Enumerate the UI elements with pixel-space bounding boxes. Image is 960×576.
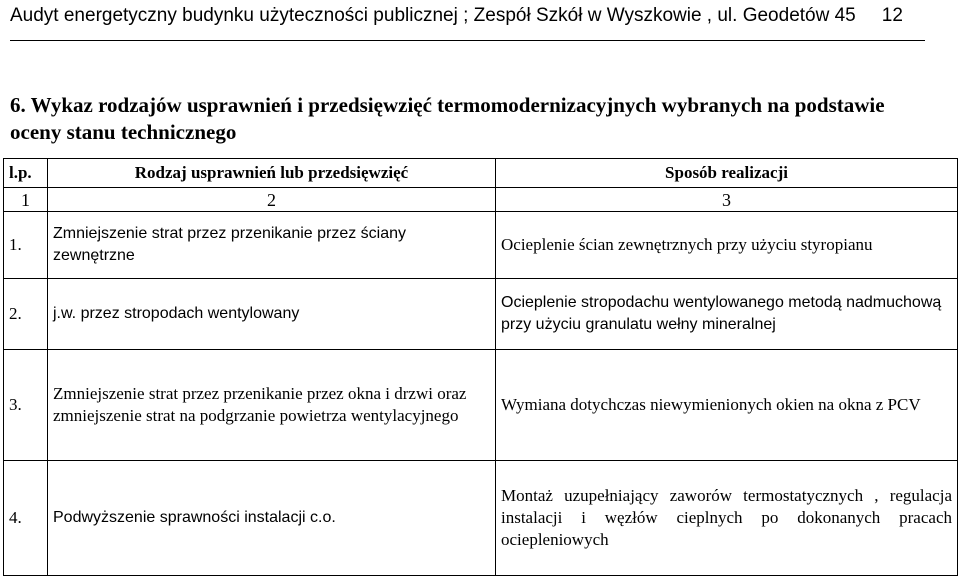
section-title: 6. Wykaz rodzajów usprawnień i przedsięwzięć termomodernizacyjnych wybranych na podstawie oceny stanu technicznego (10, 93, 885, 144)
column-number: 1 (4, 188, 48, 212)
column-number: 3 (496, 188, 958, 212)
row-type: Podwyższenie sprawności instalacji c.o. (48, 461, 496, 576)
page-header (10, 4, 925, 41)
row-lp: 3. (4, 350, 48, 461)
table-header-row (4, 159, 958, 188)
row-method: Wymiana dotychczas niewymienionych okien na okna z PCV (496, 350, 958, 461)
row-method: Ocieplenie stropodachu wentylowanego metodą nadmuchową przy użyciu granulatu wełny mineralnej (496, 279, 958, 350)
table-row (4, 350, 958, 461)
row-type: Zmniejszenie strat przez przenikanie przez ściany zewnętrzne (48, 212, 496, 279)
row-method: Montaż uzupełniający zaworów termostatycznych , regulacja instalacji i węzłów cieplnych po dokonanych pracach ociepleniowych (496, 461, 958, 576)
column-number-row (4, 188, 958, 212)
row-lp: 4. (4, 461, 48, 576)
page-number: 12 (881, 5, 903, 26)
header-text: Audyt energetyczny budynku użyteczności publicznej ; Zespół Szkół w Wyszkowie , ul. Geodetów 45 (10, 5, 856, 26)
table-row (4, 461, 958, 576)
header-type: Rodzaj usprawnień lub przedsięwzięć (48, 159, 496, 188)
row-type: Zmniejszenie strat przez przenikanie przez okna i drzwi oraz zmniejszenie strat na podgrzanie powietrza wentylacyjnego (48, 350, 496, 461)
row-lp: 1. (4, 212, 48, 279)
column-number: 2 (48, 188, 496, 212)
row-type: j.w. przez stropodach wentylowany (48, 279, 496, 350)
header-lp: l.p. (4, 159, 48, 188)
header-method: Sposób realizacji (496, 159, 958, 188)
row-method: Ocieplenie ścian zewnętrznych przy użyciu styropianu (496, 212, 958, 279)
measures-table (3, 158, 958, 576)
table-row (4, 279, 958, 350)
table-row (4, 212, 958, 279)
row-lp: 2. (4, 279, 48, 350)
